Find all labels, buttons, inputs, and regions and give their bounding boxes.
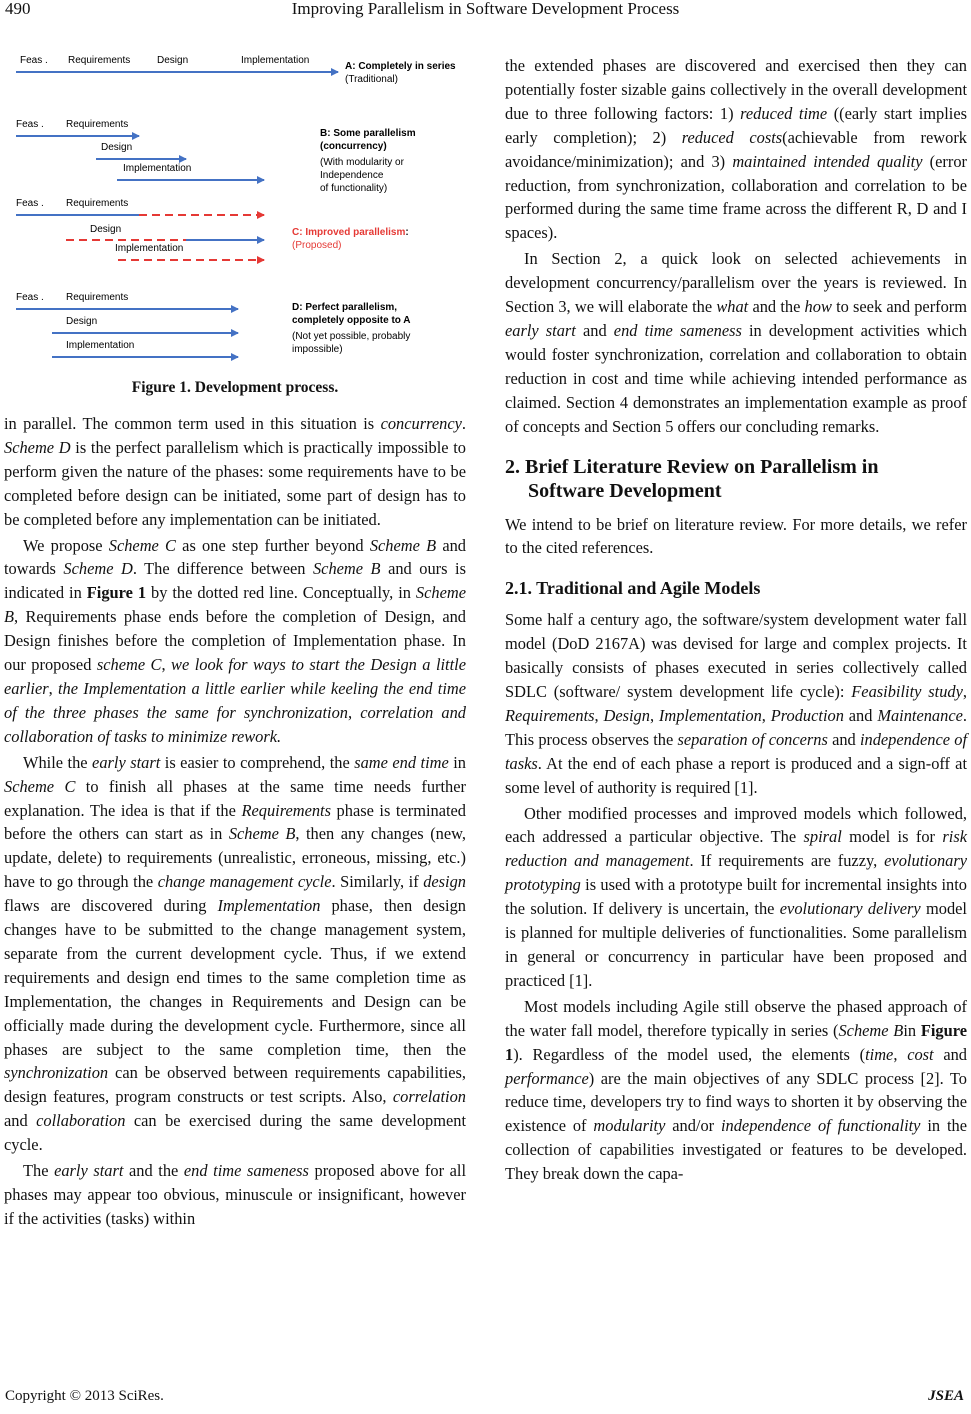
- right-paragraph-1: [505, 54, 967, 245]
- text-run: phase, then design changes have to be submitted to the change management system, separate from the current development cycle. Thus, if we extend requirements and design end times to the same completion time as Implementation, the changes in Requirements and Design can be officially made during the development cycle. Furthermore, since all phases are subject to the same completion time, then the: [4, 896, 466, 1059]
- text-run: synchronization: [4, 1063, 109, 1083]
- right-paragraph-5: [505, 802, 967, 993]
- text-run: reduced costs: [681, 127, 783, 147]
- text-run: collaboration: [36, 1111, 126, 1131]
- text-run: and ours is indicated in: [4, 559, 466, 603]
- development-process-diagram: [4, 50, 466, 380]
- text-run: model is planned for multiple deliveries of functionalities. Some parallelism in general or concurrency in particular have been proposed and practiced [1].: [505, 899, 967, 990]
- text-run: (error reduction, from synchronization, collaboration and correlation to be performed during the same time frame across the different R, D and I spaces).: [505, 151, 967, 243]
- text-run: time: [865, 1044, 894, 1064]
- a-implementation-label: Implementation: [241, 55, 310, 66]
- text-run: ,: [161, 655, 172, 675]
- text-run: Implementation: [217, 896, 321, 916]
- text-run: Maintenance: [877, 705, 963, 725]
- text-run: what: [716, 297, 749, 317]
- text-run: and towards: [4, 535, 466, 579]
- d-implementation-label: Implementation: [66, 340, 135, 351]
- text-run: phase is terminated before the others can start as in: [4, 800, 466, 844]
- text-run: Figure 1: [86, 583, 147, 603]
- scheme-a-subtitle: (Traditional): [345, 74, 398, 85]
- text-run: flaws are discovered during: [4, 896, 218, 916]
- text-run: While the: [23, 752, 93, 772]
- text-run: The: [23, 1161, 55, 1181]
- text-run: ) are the main objectives of any SDLC process [2]. To reduce time, developers try to find ways to shorten it by observing the existence of: [505, 1068, 967, 1136]
- figure-caption: Figure 1. Development process.: [131, 379, 339, 396]
- b-design-label: Design: [101, 142, 133, 153]
- text-run: , then any changes (new, update, delete) to requirements (unrealistic, erroneous, missing, etc.) have to go through the: [4, 824, 466, 892]
- right-column: [505, 54, 967, 1186]
- right-paragraph-4: [505, 608, 967, 799]
- text-run: and: [4, 1111, 37, 1131]
- scheme-d-note-1: (Not yet possible, probably: [292, 331, 411, 342]
- page-footer: [0, 1388, 971, 1410]
- text-run: We intend to be brief on literature review. For more details, we refer to the cited references.: [505, 514, 967, 558]
- running-title: Improving Parallelism in Software Development Process: [291, 0, 680, 18]
- text-run: end time sameness: [613, 320, 742, 340]
- text-run: and/or: [665, 1116, 721, 1136]
- text-run: correlation and collaboration of tasks to minimize rework.: [4, 702, 466, 746]
- text-run: Requirements: [505, 705, 595, 725]
- text-run: , Requirements phase ends before the completion of Design, and Design finishes before the completion of Implementation phase. In our proposed: [4, 607, 466, 675]
- scheme-c-title: C: Improved parallelism:: [292, 227, 409, 238]
- text-run: change management cycle: [157, 872, 332, 892]
- text-run: in the collection of capabilities investigated or features to be developed. They break down the capa-: [505, 1116, 967, 1184]
- text-run: and the: [748, 297, 805, 317]
- scheme-b-title-2: (concurrency): [320, 141, 387, 152]
- text-run: model is for: [841, 827, 943, 847]
- text-run: is easier to comprehend, the: [160, 752, 355, 772]
- text-run: Production: [770, 705, 844, 725]
- text-run: correlation: [392, 1087, 466, 1107]
- text-run: ,: [348, 702, 361, 722]
- text-run: Scheme C: [4, 776, 76, 796]
- left-paragraph-4: [4, 1159, 466, 1231]
- text-run: as one step further beyond: [175, 535, 370, 555]
- journal-abbrev: JSEA: [928, 1388, 964, 1404]
- text-run: (achievable from rework avoidance/minimization); and 3): [505, 127, 967, 171]
- text-run: We propose: [23, 535, 109, 555]
- scheme-d-note-2: impossible): [292, 344, 343, 355]
- d-requirements-label: Requirements: [66, 292, 129, 303]
- text-run: and: [575, 320, 614, 340]
- copyright-text: Copyright © 2013 SciRes.: [5, 1388, 164, 1404]
- b-requirements-label: Requirements: [66, 119, 129, 130]
- text-run: early start: [54, 1161, 124, 1181]
- text-run: the extended phases are discovered and exercised then they can potentially foster sizable gains collectively in the overall development due to three following factors: 1): [505, 56, 967, 123]
- text-run: Most models including Agile still observe the phased approach of the water fall model, therefore typically in series (: [505, 996, 967, 1040]
- scheme-a-title: A: Completely in series: [345, 61, 456, 72]
- text-run: is the perfect parallelism which is practically impossible to perform given the nature of the phases: some requirements have to be completed before design can be initiated, some part of design has to be completed before any implementation can be initiated.: [4, 437, 467, 529]
- text-run: can be exercised during the same development cycle.: [4, 1111, 467, 1155]
- text-run: ,: [48, 678, 58, 698]
- text-run: ,: [761, 705, 771, 725]
- text-run: is used with a prototype built for incremental insights into the solution. If delivery is uncertain, the: [505, 875, 967, 919]
- text-run: end time sameness: [183, 1161, 309, 1181]
- a-requirements-label: Requirements: [68, 55, 131, 66]
- text-run: and the: [123, 1161, 184, 1181]
- text-run: in development activities which would foster synchronization, correlation and collaboration to obtain reduction in cost and time while achieving intended performance as claimed. Section 4 demonstrates an implementation example as proof of concepts and Section 5 offers our concluding remarks.: [505, 320, 967, 436]
- text-run: ). Regardless of the model used, the elements (: [513, 1044, 866, 1064]
- text-run: ,: [893, 1044, 908, 1064]
- text-run: early start: [505, 320, 576, 340]
- text-run: in: [448, 752, 466, 772]
- text-run: Scheme D: [63, 559, 133, 579]
- a-feas-label: Feas .: [20, 55, 48, 66]
- page-header: [0, 0, 971, 22]
- text-run: Requirements: [241, 800, 331, 820]
- text-run: can be observed between requirements capabilities, design features, program constructs or test scripts. Also,: [4, 1063, 466, 1107]
- d-feas-label: Feas .: [16, 292, 44, 303]
- text-run: risk reduction and management: [505, 827, 967, 871]
- text-run: how: [804, 297, 832, 317]
- left-paragraph-3: [4, 751, 466, 1157]
- text-run: early start: [92, 752, 161, 772]
- scheme-d-title: D: Perfect parallelism,: [292, 302, 398, 313]
- text-run: Other modified processes and improved models which followed, each addressed a particular objective. The: [505, 803, 967, 847]
- scheme-b-note-3: of functionality): [320, 183, 388, 194]
- text-run: ,: [594, 705, 604, 725]
- c-design-label: Design: [90, 224, 122, 235]
- text-run: Implementation: [658, 705, 762, 725]
- text-run: . Similarly, if: [331, 872, 424, 892]
- right-paragraph-3: [505, 513, 967, 561]
- text-run: proposed above for all phases may appear too obvious, minuscule or insignificant, however if the activities (tasks) within: [4, 1161, 467, 1228]
- text-run: reduced time: [740, 103, 828, 123]
- d-design-label: Design: [66, 316, 98, 327]
- text-run: Scheme B: [4, 583, 466, 627]
- scheme-b-note-2: Independence: [320, 170, 384, 181]
- text-run: Scheme C: [108, 535, 176, 555]
- scheme-b-title: B: Some parallelism: [320, 128, 416, 139]
- text-run: the Implementation a little earlier while keeling the end time of the three phases the same for synchronization: [4, 678, 466, 722]
- right-paragraph-6: [505, 995, 967, 1186]
- text-run: spiral: [803, 827, 842, 847]
- c-feas-label: Feas .: [16, 198, 44, 209]
- text-run: ,: [649, 705, 659, 725]
- right-paragraph-2: [505, 247, 967, 438]
- text-run: design: [423, 872, 466, 892]
- text-run: .: [461, 414, 466, 433]
- text-run: cost: [907, 1044, 934, 1064]
- text-run: . The difference between: [132, 559, 313, 579]
- text-run: Scheme B: [312, 559, 381, 579]
- text-run: . At the end of each phase a report is produced and a sign-off at some level of authority is required [1].: [505, 753, 967, 797]
- text-run: performance: [505, 1068, 589, 1088]
- c-implementation-label: Implementation: [115, 243, 184, 254]
- section-2-heading: 2. Brief Literature Review on Parallelism in Software Development: [505, 455, 879, 502]
- text-run: Scheme B: [228, 824, 296, 844]
- text-run: separation of concerns: [677, 729, 828, 749]
- left-column: [4, 50, 466, 1231]
- text-run: Figure 1: [505, 1020, 967, 1064]
- text-run: in: [903, 1020, 921, 1040]
- left-paragraph-1: [4, 412, 466, 532]
- c-requirements-label: Requirements: [66, 198, 129, 209]
- a-design-label: Design: [157, 55, 189, 66]
- text-run: evolutionary prototyping: [505, 851, 967, 895]
- text-run: in parallel. The common term used in this situation is: [4, 414, 381, 433]
- b-implementation-label: Implementation: [123, 163, 192, 174]
- text-run: to seek and perform: [831, 297, 968, 317]
- text-run: independence of functionality: [720, 1116, 921, 1136]
- figure-1: [4, 50, 466, 380]
- text-run: Design: [603, 705, 650, 725]
- text-run: Scheme B: [838, 1020, 904, 1040]
- text-run: concurrency: [380, 414, 462, 433]
- text-run: Scheme D: [4, 437, 71, 457]
- scheme-c-subtitle: (Proposed): [292, 240, 342, 251]
- b-feas-label: Feas .: [16, 119, 44, 130]
- text-run: ,: [962, 682, 967, 702]
- text-run: maintained intended quality: [732, 151, 923, 171]
- text-run: In Section 2, a quick look on selected achievements in development concurrency/parallelism over the years is reviewed. In Section 3, we will elaborate the: [505, 249, 967, 317]
- text-run: modularity: [593, 1116, 666, 1136]
- scheme-d-title-2: completely opposite to A: [292, 315, 411, 326]
- text-run: ((early start implies early completion); 2): [505, 103, 967, 147]
- text-run: evolutionary delivery: [779, 899, 921, 919]
- text-run: Scheme B: [369, 535, 437, 555]
- left-paragraph-2: [4, 534, 466, 749]
- text-run: same end time: [354, 752, 449, 772]
- text-run: Feasibility study: [851, 682, 963, 702]
- text-run: and: [827, 729, 860, 749]
- scheme-b-note-1: (With modularity or: [320, 157, 404, 168]
- text-run: we look for ways to start the Design a little earlier: [4, 655, 466, 698]
- text-run: by the dotted red line. Conceptually, in: [146, 583, 416, 603]
- section-2-1-heading: 2.1. Traditional and Agile Models: [505, 578, 761, 599]
- text-run: and: [933, 1044, 967, 1064]
- text-run: scheme C: [96, 655, 162, 675]
- text-run: independence of tasks: [505, 729, 967, 773]
- page-number: 490: [5, 0, 31, 18]
- text-run: . This process observes the: [505, 705, 967, 749]
- text-run: Some half a century ago, the software/system development water fall model (DoD 2167A) was devised for large and complex projects. It basically consists of phases executed in series collectively called SDLC (software/ system development life cycle):: [505, 610, 967, 702]
- text-run: to finish all phases at the same time needs further explanation. The idea is that if the: [4, 776, 466, 820]
- text-run: and: [843, 705, 878, 725]
- text-run: . If requirements are fuzzy,: [689, 851, 885, 871]
